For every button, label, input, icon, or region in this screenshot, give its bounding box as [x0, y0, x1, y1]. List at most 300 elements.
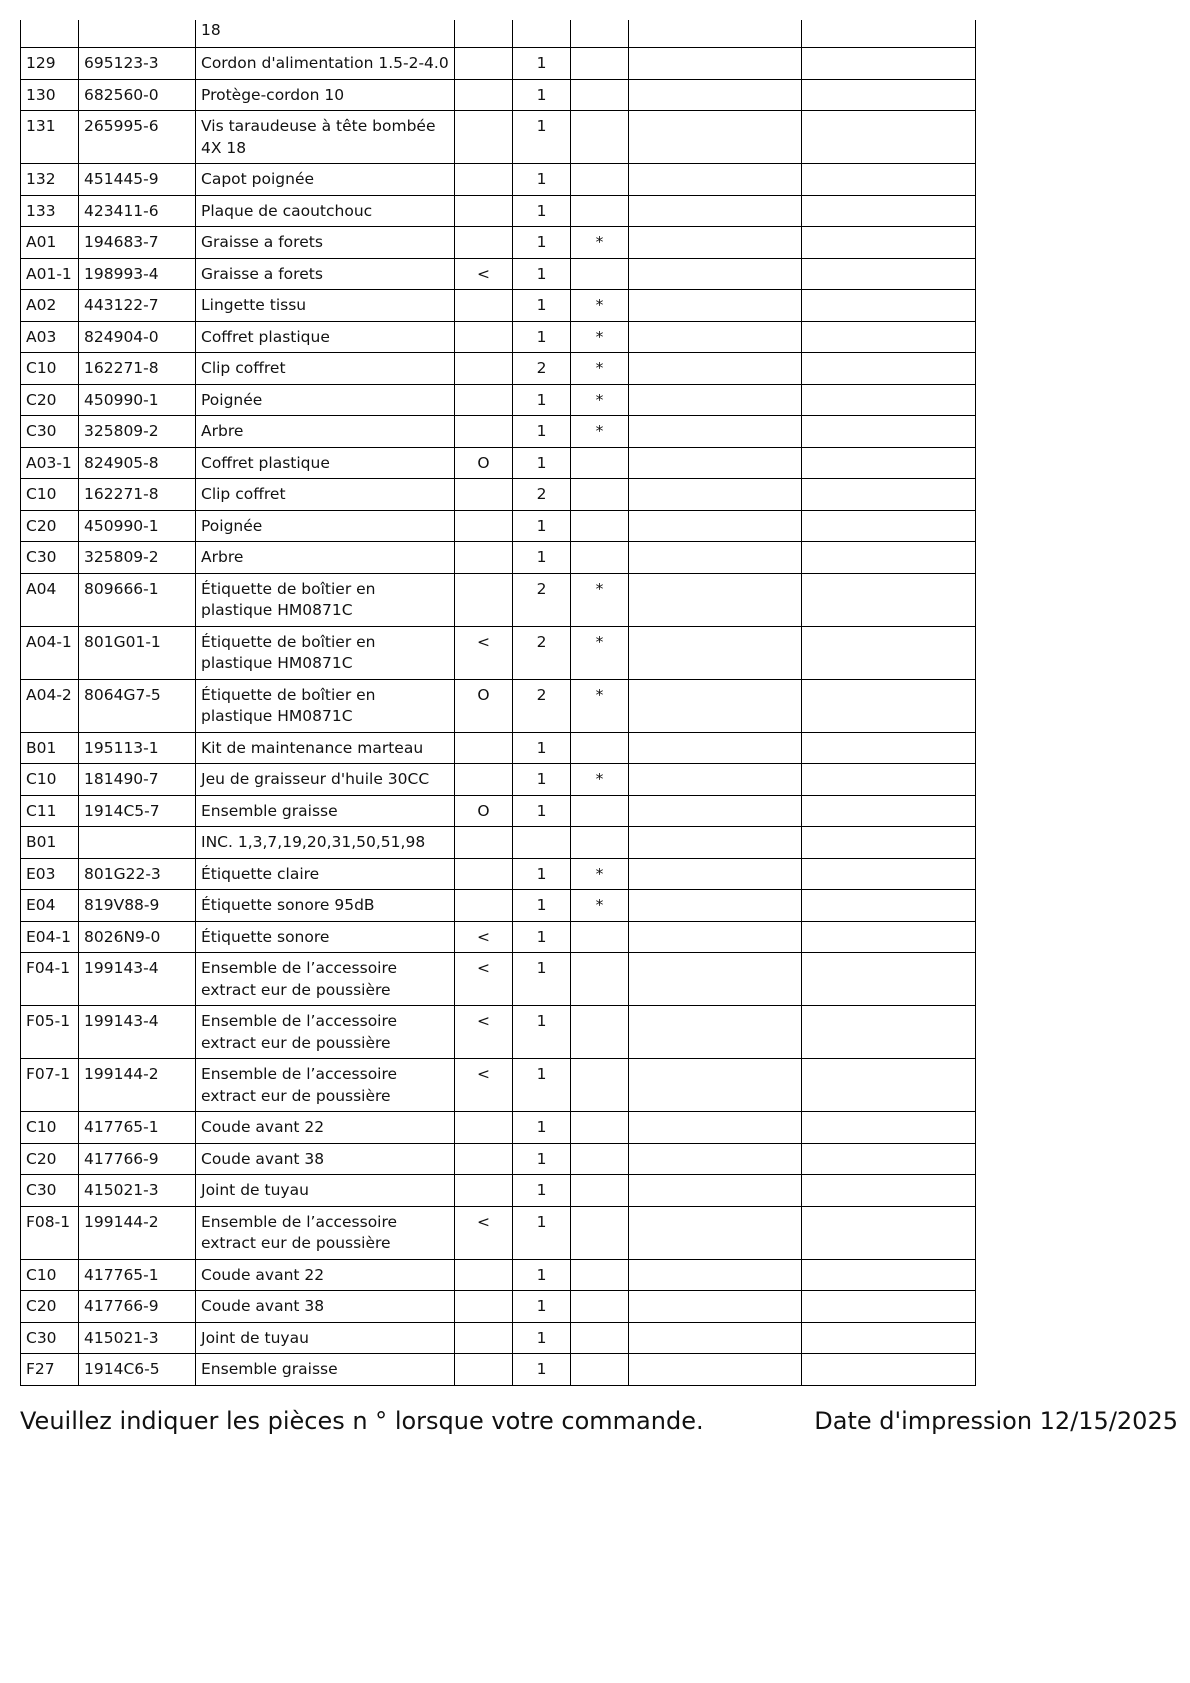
- note-cell: [629, 573, 802, 626]
- remark-cell: [802, 626, 976, 679]
- table-row: [21, 795, 976, 827]
- table-row: [21, 20, 976, 48]
- version-mark-cell: [455, 111, 513, 164]
- part-number-cell: 450990-1: [79, 510, 196, 542]
- description-cell: Ensemble graisse: [196, 1354, 455, 1386]
- description-cell: Étiquette de boîtier en plastique HM0871C: [196, 679, 455, 732]
- remark-cell: [802, 258, 976, 290]
- quantity-cell: 1: [513, 1322, 571, 1354]
- remark-cell: [802, 164, 976, 196]
- table-row: [21, 1259, 976, 1291]
- remark-cell: [802, 48, 976, 80]
- spare-mark-cell: *: [571, 384, 629, 416]
- part-number-cell: 443122-7: [79, 290, 196, 322]
- spare-mark-cell: *: [571, 573, 629, 626]
- version-mark-cell: [455, 1291, 513, 1323]
- part-number-cell: 1914C6-5: [79, 1354, 196, 1386]
- note-cell: [629, 1259, 802, 1291]
- note-cell: [629, 195, 802, 227]
- part-number-cell: 695123-3: [79, 48, 196, 80]
- spare-mark-cell: *: [571, 679, 629, 732]
- quantity-cell: 2: [513, 573, 571, 626]
- description-cell: Étiquette sonore 95dB: [196, 890, 455, 922]
- item-number-cell: A04-2: [21, 679, 79, 732]
- remark-cell: [802, 764, 976, 796]
- remark-cell: [802, 1006, 976, 1059]
- description-cell: Poignée: [196, 510, 455, 542]
- item-number-cell: C10: [21, 1112, 79, 1144]
- remark-cell: [802, 732, 976, 764]
- description-cell: Vis taraudeuse à tête bombée 4X 18: [196, 111, 455, 164]
- version-mark-cell: [455, 479, 513, 511]
- version-mark-cell: [455, 764, 513, 796]
- version-mark-cell: [455, 1322, 513, 1354]
- table-row: [21, 1143, 976, 1175]
- description-cell: Poignée: [196, 384, 455, 416]
- description-cell: Graisse a forets: [196, 258, 455, 290]
- remark-cell: [802, 679, 976, 732]
- version-mark-cell: [455, 353, 513, 385]
- version-mark-cell: [455, 542, 513, 574]
- version-mark-cell: [455, 732, 513, 764]
- note-cell: [629, 890, 802, 922]
- part-number-cell: 181490-7: [79, 764, 196, 796]
- version-mark-cell: [455, 290, 513, 322]
- spare-mark-cell: [571, 1354, 629, 1386]
- spare-mark-cell: [571, 1291, 629, 1323]
- spare-mark-cell: [571, 1206, 629, 1259]
- item-number-cell: C20: [21, 1291, 79, 1323]
- note-cell: [629, 79, 802, 111]
- part-number-cell: 423411-6: [79, 195, 196, 227]
- part-number-cell: 199144-2: [79, 1206, 196, 1259]
- quantity-cell: [513, 20, 571, 48]
- description-cell: Cordon d'alimentation 1.5-2-4.0: [196, 48, 455, 80]
- version-mark-cell: <: [455, 1206, 513, 1259]
- spare-mark-cell: *: [571, 290, 629, 322]
- remark-cell: [802, 890, 976, 922]
- part-number-cell: 8026N9-0: [79, 921, 196, 953]
- description-cell: Joint de tuyau: [196, 1322, 455, 1354]
- table-row: [21, 510, 976, 542]
- item-number-cell: C30: [21, 1175, 79, 1207]
- note-cell: [629, 1143, 802, 1175]
- spare-mark-cell: [571, 542, 629, 574]
- parts-table: [20, 20, 976, 1386]
- item-number-cell: F08-1: [21, 1206, 79, 1259]
- part-number-cell: 415021-3: [79, 1175, 196, 1207]
- item-number-cell: A03: [21, 321, 79, 353]
- table-row: [21, 164, 976, 196]
- note-cell: [629, 321, 802, 353]
- spare-mark-cell: [571, 921, 629, 953]
- description-cell: Jeu de graisseur d'huile 30CC: [196, 764, 455, 796]
- part-number-cell: 417765-1: [79, 1112, 196, 1144]
- version-mark-cell: [455, 573, 513, 626]
- part-number-cell: 415021-3: [79, 1322, 196, 1354]
- part-number-cell: 194683-7: [79, 227, 196, 259]
- item-number-cell: E04: [21, 890, 79, 922]
- quantity-cell: 1: [513, 1354, 571, 1386]
- table-row: [21, 227, 976, 259]
- description-cell: Étiquette claire: [196, 858, 455, 890]
- description-cell: Étiquette sonore: [196, 921, 455, 953]
- spare-mark-cell: *: [571, 764, 629, 796]
- spare-mark-cell: [571, 732, 629, 764]
- print-date: Date d'impression 12/15/2025: [814, 1407, 1178, 1435]
- description-cell: Plaque de caoutchouc: [196, 195, 455, 227]
- part-number-cell: 8064G7-5: [79, 679, 196, 732]
- table-row: [21, 921, 976, 953]
- note-cell: [629, 258, 802, 290]
- note-cell: [629, 1206, 802, 1259]
- item-number-cell: C30: [21, 416, 79, 448]
- description-cell: Ensemble graisse: [196, 795, 455, 827]
- description-cell: Ensemble de l’accessoire extract eur de poussière: [196, 953, 455, 1006]
- spare-mark-cell: *: [571, 858, 629, 890]
- remark-cell: [802, 227, 976, 259]
- item-number-cell: C10: [21, 764, 79, 796]
- part-number-cell: [79, 20, 196, 48]
- table-row: [21, 573, 976, 626]
- description-cell: Protège-cordon 10: [196, 79, 455, 111]
- version-mark-cell: [455, 1112, 513, 1144]
- table-row: [21, 679, 976, 732]
- item-number-cell: C20: [21, 1143, 79, 1175]
- item-number-cell: C30: [21, 542, 79, 574]
- item-number-cell: E03: [21, 858, 79, 890]
- spare-mark-cell: [571, 1143, 629, 1175]
- note-cell: [629, 953, 802, 1006]
- quantity-cell: 1: [513, 921, 571, 953]
- remark-cell: [802, 1259, 976, 1291]
- part-number-cell: 801G01-1: [79, 626, 196, 679]
- quantity-cell: 1: [513, 1259, 571, 1291]
- remark-cell: [802, 79, 976, 111]
- spare-mark-cell: [571, 1059, 629, 1112]
- table-row: [21, 447, 976, 479]
- description-cell: Arbre: [196, 416, 455, 448]
- quantity-cell: 1: [513, 732, 571, 764]
- note-cell: [629, 1006, 802, 1059]
- remark-cell: [802, 479, 976, 511]
- table-row: [21, 1059, 976, 1112]
- note-cell: [629, 732, 802, 764]
- quantity-cell: 1: [513, 953, 571, 1006]
- quantity-cell: [513, 827, 571, 859]
- remark-cell: [802, 290, 976, 322]
- description-cell: Kit de maintenance marteau: [196, 732, 455, 764]
- table-row: [21, 384, 976, 416]
- item-number-cell: A03-1: [21, 447, 79, 479]
- spare-mark-cell: [571, 20, 629, 48]
- part-number-cell: 809666-1: [79, 573, 196, 626]
- remark-cell: [802, 353, 976, 385]
- version-mark-cell: [455, 164, 513, 196]
- spare-mark-cell: [571, 1259, 629, 1291]
- quantity-cell: 1: [513, 321, 571, 353]
- version-mark-cell: <: [455, 1059, 513, 1112]
- table-row: [21, 1291, 976, 1323]
- quantity-cell: 2: [513, 353, 571, 385]
- table-row: [21, 542, 976, 574]
- table-row: [21, 858, 976, 890]
- item-number-cell: 131: [21, 111, 79, 164]
- part-number-cell: 682560-0: [79, 79, 196, 111]
- quantity-cell: 1: [513, 890, 571, 922]
- remark-cell: [802, 20, 976, 48]
- version-mark-cell: [455, 1259, 513, 1291]
- remark-cell: [802, 542, 976, 574]
- note-cell: [629, 1354, 802, 1386]
- remark-cell: [802, 384, 976, 416]
- quantity-cell: 1: [513, 510, 571, 542]
- description-cell: Joint de tuyau: [196, 1175, 455, 1207]
- quantity-cell: 1: [513, 795, 571, 827]
- note-cell: [629, 1322, 802, 1354]
- part-number-cell: 417766-9: [79, 1291, 196, 1323]
- note-cell: [629, 764, 802, 796]
- spare-mark-cell: [571, 164, 629, 196]
- note-cell: [629, 479, 802, 511]
- note-cell: [629, 416, 802, 448]
- item-number-cell: A01: [21, 227, 79, 259]
- item-number-cell: C10: [21, 479, 79, 511]
- spare-mark-cell: *: [571, 626, 629, 679]
- part-number-cell: 162271-8: [79, 353, 196, 385]
- spare-mark-cell: [571, 1175, 629, 1207]
- item-number-cell: [21, 20, 79, 48]
- part-number-cell: 195113-1: [79, 732, 196, 764]
- item-number-cell: C20: [21, 510, 79, 542]
- item-number-cell: A01-1: [21, 258, 79, 290]
- description-cell: Coffret plastique: [196, 321, 455, 353]
- quantity-cell: 1: [513, 1206, 571, 1259]
- quantity-cell: 1: [513, 227, 571, 259]
- table-row: [21, 953, 976, 1006]
- note-cell: [629, 626, 802, 679]
- table-row: [21, 1322, 976, 1354]
- quantity-cell: 1: [513, 79, 571, 111]
- version-mark-cell: <: [455, 626, 513, 679]
- part-number-cell: 450990-1: [79, 384, 196, 416]
- quantity-cell: 1: [513, 1059, 571, 1112]
- description-cell: Capot poignée: [196, 164, 455, 196]
- version-mark-cell: <: [455, 953, 513, 1006]
- note-cell: [629, 510, 802, 542]
- note-cell: [629, 1291, 802, 1323]
- description-cell: Graisse a forets: [196, 227, 455, 259]
- item-number-cell: B01: [21, 827, 79, 859]
- table-row: [21, 827, 976, 859]
- spare-mark-cell: [571, 795, 629, 827]
- quantity-cell: 2: [513, 479, 571, 511]
- spare-mark-cell: [571, 111, 629, 164]
- table-row: [21, 1175, 976, 1207]
- version-mark-cell: [455, 1143, 513, 1175]
- item-number-cell: 133: [21, 195, 79, 227]
- note-cell: [629, 1175, 802, 1207]
- table-row: [21, 353, 976, 385]
- remark-cell: [802, 1059, 976, 1112]
- remark-cell: [802, 1322, 976, 1354]
- remark-cell: [802, 510, 976, 542]
- order-note: Veuillez indiquer les pièces n ° lorsque votre commande.: [20, 1407, 704, 1435]
- table-row: [21, 79, 976, 111]
- remark-cell: [802, 111, 976, 164]
- part-number-cell: 1914C5-7: [79, 795, 196, 827]
- item-number-cell: F27: [21, 1354, 79, 1386]
- version-mark-cell: O: [455, 447, 513, 479]
- part-number-cell: 819V88-9: [79, 890, 196, 922]
- note-cell: [629, 1059, 802, 1112]
- spare-mark-cell: *: [571, 321, 629, 353]
- remark-cell: [802, 921, 976, 953]
- table-row: [21, 1354, 976, 1386]
- spare-mark-cell: *: [571, 416, 629, 448]
- table-row: [21, 416, 976, 448]
- table-row: [21, 764, 976, 796]
- version-mark-cell: [455, 227, 513, 259]
- spare-mark-cell: *: [571, 353, 629, 385]
- version-mark-cell: O: [455, 795, 513, 827]
- remark-cell: [802, 1291, 976, 1323]
- quantity-cell: 1: [513, 195, 571, 227]
- version-mark-cell: [455, 858, 513, 890]
- table-row: [21, 732, 976, 764]
- version-mark-cell: [455, 416, 513, 448]
- version-mark-cell: [455, 827, 513, 859]
- table-row: [21, 1006, 976, 1059]
- remark-cell: [802, 1175, 976, 1207]
- quantity-cell: 2: [513, 626, 571, 679]
- remark-cell: [802, 447, 976, 479]
- item-number-cell: A04-1: [21, 626, 79, 679]
- description-cell: Clip coffret: [196, 353, 455, 385]
- description-cell: Coude avant 38: [196, 1143, 455, 1175]
- note-cell: [629, 111, 802, 164]
- spare-mark-cell: [571, 479, 629, 511]
- spare-mark-cell: [571, 258, 629, 290]
- quantity-cell: 2: [513, 679, 571, 732]
- description-cell: Arbre: [196, 542, 455, 574]
- note-cell: [629, 290, 802, 322]
- part-number-cell: 801G22-3: [79, 858, 196, 890]
- remark-cell: [802, 1112, 976, 1144]
- quantity-cell: 1: [513, 764, 571, 796]
- description-cell: Lingette tissu: [196, 290, 455, 322]
- spare-mark-cell: [571, 195, 629, 227]
- note-cell: [629, 447, 802, 479]
- quantity-cell: 1: [513, 1006, 571, 1059]
- table-row: [21, 626, 976, 679]
- note-cell: [629, 795, 802, 827]
- spare-mark-cell: [571, 48, 629, 80]
- spare-mark-cell: [571, 1322, 629, 1354]
- description-cell: Ensemble de l’accessoire extract eur de poussière: [196, 1059, 455, 1112]
- part-number-cell: 824905-8: [79, 447, 196, 479]
- description-cell: Coffret plastique: [196, 447, 455, 479]
- version-mark-cell: [455, 195, 513, 227]
- spare-mark-cell: [571, 953, 629, 1006]
- part-number-cell: 199143-4: [79, 1006, 196, 1059]
- part-number-cell: 325809-2: [79, 542, 196, 574]
- table-row: [21, 1112, 976, 1144]
- table-row: [21, 111, 976, 164]
- spare-mark-cell: [571, 79, 629, 111]
- note-cell: [629, 858, 802, 890]
- remark-cell: [802, 416, 976, 448]
- item-number-cell: 129: [21, 48, 79, 80]
- part-number-cell: 198993-4: [79, 258, 196, 290]
- description-cell: Ensemble de l’accessoire extract eur de poussière: [196, 1006, 455, 1059]
- description-cell: 18: [196, 20, 455, 48]
- version-mark-cell: [455, 384, 513, 416]
- quantity-cell: 1: [513, 290, 571, 322]
- version-mark-cell: [455, 79, 513, 111]
- description-cell: Coude avant 38: [196, 1291, 455, 1323]
- item-number-cell: B01: [21, 732, 79, 764]
- version-mark-cell: [455, 321, 513, 353]
- description-cell: Clip coffret: [196, 479, 455, 511]
- version-mark-cell: <: [455, 1006, 513, 1059]
- quantity-cell: 1: [513, 1143, 571, 1175]
- item-number-cell: C30: [21, 1322, 79, 1354]
- version-mark-cell: [455, 890, 513, 922]
- quantity-cell: 1: [513, 447, 571, 479]
- part-number-cell: 265995-6: [79, 111, 196, 164]
- version-mark-cell: [455, 20, 513, 48]
- item-number-cell: C10: [21, 1259, 79, 1291]
- table-row: [21, 290, 976, 322]
- parts-table-body: [21, 20, 976, 1385]
- version-mark-cell: <: [455, 258, 513, 290]
- spare-mark-cell: [571, 1112, 629, 1144]
- spare-mark-cell: [571, 510, 629, 542]
- part-number-cell: 199144-2: [79, 1059, 196, 1112]
- note-cell: [629, 921, 802, 953]
- part-number-cell: 824904-0: [79, 321, 196, 353]
- version-mark-cell: [455, 510, 513, 542]
- item-number-cell: F07-1: [21, 1059, 79, 1112]
- item-number-cell: 132: [21, 164, 79, 196]
- version-mark-cell: [455, 1354, 513, 1386]
- item-number-cell: C20: [21, 384, 79, 416]
- part-number-cell: 199143-4: [79, 953, 196, 1006]
- quantity-cell: 1: [513, 1175, 571, 1207]
- note-cell: [629, 227, 802, 259]
- description-cell: Coude avant 22: [196, 1112, 455, 1144]
- remark-cell: [802, 321, 976, 353]
- note-cell: [629, 384, 802, 416]
- spare-mark-cell: [571, 1006, 629, 1059]
- quantity-cell: 1: [513, 258, 571, 290]
- note-cell: [629, 1112, 802, 1144]
- table-row: [21, 258, 976, 290]
- remark-cell: [802, 858, 976, 890]
- part-number-cell: 417766-9: [79, 1143, 196, 1175]
- item-number-cell: 130: [21, 79, 79, 111]
- note-cell: [629, 679, 802, 732]
- version-mark-cell: <: [455, 921, 513, 953]
- remark-cell: [802, 1206, 976, 1259]
- spare-mark-cell: [571, 827, 629, 859]
- table-row: [21, 1206, 976, 1259]
- item-number-cell: A04: [21, 573, 79, 626]
- note-cell: [629, 353, 802, 385]
- item-number-cell: F05-1: [21, 1006, 79, 1059]
- quantity-cell: 1: [513, 542, 571, 574]
